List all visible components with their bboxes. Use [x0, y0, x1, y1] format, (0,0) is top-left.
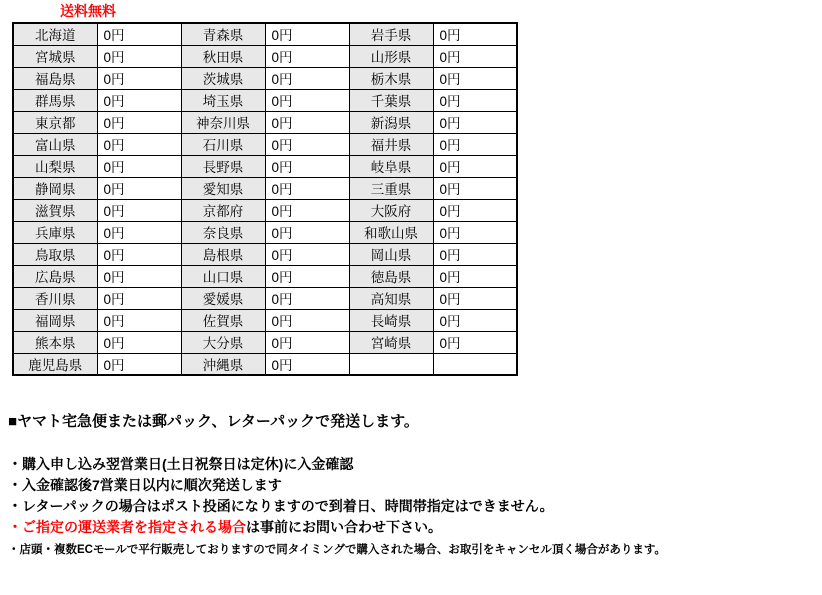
prefecture-cell: 鳥取県 [13, 243, 97, 265]
fee-cell: 0円 [265, 177, 349, 199]
prefecture-cell: 和歌山県 [349, 221, 433, 243]
prefecture-cell: 京都府 [181, 199, 265, 221]
shipping-method-note: ■ヤマト宅急便または郵パック、レターパックで発送します。 [8, 413, 419, 430]
prefecture-cell: 岐阜県 [349, 155, 433, 177]
empty-cell [349, 353, 433, 375]
fee-cell: 0円 [97, 45, 181, 67]
prefecture-cell: 広島県 [13, 265, 97, 287]
prefecture-cell: 沖縄県 [181, 353, 265, 375]
fee-cell: 0円 [97, 111, 181, 133]
prefecture-cell: 香川県 [13, 287, 97, 309]
prefecture-cell: 佐賀県 [181, 309, 265, 331]
fee-cell: 0円 [433, 331, 517, 353]
table-row [13, 133, 517, 155]
prefecture-cell: 埼玉県 [181, 89, 265, 111]
table-row [13, 23, 517, 45]
table-row [13, 89, 517, 111]
prefecture-cell: 岡山県 [349, 243, 433, 265]
fee-cell: 0円 [433, 67, 517, 89]
prefecture-cell: 茨城県 [181, 67, 265, 89]
fee-cell: 0円 [433, 23, 517, 45]
fee-cell: 0円 [97, 243, 181, 265]
fee-cell: 0円 [265, 353, 349, 375]
table-row [13, 353, 517, 375]
fee-cell: 0円 [433, 309, 517, 331]
fee-cell: 0円 [433, 199, 517, 221]
note-letterpack-delivery: ・レターパックの場合はポスト投函になりますので到着日、時間帯指定はできません。 [8, 498, 554, 514]
fee-cell: 0円 [433, 133, 517, 155]
prefecture-cell: 山口県 [181, 265, 265, 287]
fee-cell: 0円 [97, 23, 181, 45]
fee-cell: 0円 [265, 67, 349, 89]
fee-cell: 0円 [265, 243, 349, 265]
prefecture-cell: 兵庫県 [13, 221, 97, 243]
fee-cell: 0円 [97, 309, 181, 331]
note-carrier-request [8, 517, 814, 538]
table-row [13, 177, 517, 199]
fee-cell: 0円 [97, 89, 181, 111]
prefecture-cell: 群馬県 [13, 89, 97, 111]
fee-cell: 0円 [433, 45, 517, 67]
prefecture-cell: 高知県 [349, 287, 433, 309]
fee-cell: 0円 [265, 45, 349, 67]
prefecture-cell: 宮城県 [13, 45, 97, 67]
fee-cell: 0円 [265, 287, 349, 309]
table-row [13, 67, 517, 89]
fee-cell: 0円 [97, 67, 181, 89]
fee-cell: 0円 [433, 89, 517, 111]
prefecture-cell: 青森県 [181, 23, 265, 45]
table-row [13, 243, 517, 265]
fee-cell: 0円 [433, 177, 517, 199]
fee-cell: 0円 [97, 287, 181, 309]
prefecture-cell: 富山県 [13, 133, 97, 155]
fee-cell: 0円 [433, 111, 517, 133]
prefecture-cell: 福岡県 [13, 309, 97, 331]
prefecture-cell: 長野県 [181, 155, 265, 177]
fee-cell: 0円 [265, 331, 349, 353]
prefecture-cell: 長崎県 [349, 309, 433, 331]
prefecture-cell: 鹿児島県 [13, 353, 97, 375]
prefecture-cell: 千葉県 [349, 89, 433, 111]
prefecture-cell: 大分県 [181, 331, 265, 353]
prefecture-cell: 滋賀県 [13, 199, 97, 221]
prefecture-cell: 島根県 [181, 243, 265, 265]
prefecture-cell: 静岡県 [13, 177, 97, 199]
prefecture-cell: 宮崎県 [349, 331, 433, 353]
shipping-fee-table [12, 22, 518, 376]
prefecture-cell: 東京都 [13, 111, 97, 133]
fee-cell: 0円 [265, 133, 349, 155]
fee-cell: 0円 [265, 155, 349, 177]
prefecture-cell: 徳島県 [349, 265, 433, 287]
prefecture-cell: 石川県 [181, 133, 265, 155]
fee-cell: 0円 [265, 23, 349, 45]
fee-cell: 0円 [433, 221, 517, 243]
fee-cell: 0円 [265, 199, 349, 221]
note-payment-confirmation: ・購入申し込み翌営業日(土日祝祭日は定休)に入金確認 [8, 456, 354, 472]
fee-cell: 0円 [97, 199, 181, 221]
table-row [13, 199, 517, 221]
free-shipping-heading: 送料無料 [60, 3, 116, 19]
fee-cell: 0円 [265, 89, 349, 111]
table-row [13, 155, 517, 177]
fee-cell: 0円 [97, 133, 181, 155]
fee-cell: 0円 [433, 155, 517, 177]
prefecture-cell: 熊本県 [13, 331, 97, 353]
fee-cell: 0円 [265, 265, 349, 287]
note-carrier-request-red: ・ご指定の運送業者を指定される場合 [8, 519, 246, 535]
table-row [13, 287, 517, 309]
fee-cell: 0円 [97, 331, 181, 353]
prefecture-cell: 新潟県 [349, 111, 433, 133]
fee-cell: 0円 [433, 265, 517, 287]
fee-cell: 0円 [97, 353, 181, 375]
fee-cell: 0円 [433, 243, 517, 265]
table-row [13, 111, 517, 133]
note-parallel-sales: ・店頭・複数ECモールで平行販売しておりますので同タイミングで購入された場合、お取引をキャンセル頂く場合があります。 [8, 544, 666, 556]
empty-cell [433, 353, 517, 375]
prefecture-cell: 山梨県 [13, 155, 97, 177]
table-row [13, 331, 517, 353]
prefecture-cell: 山形県 [349, 45, 433, 67]
prefecture-cell: 福島県 [13, 67, 97, 89]
prefecture-cell: 岩手県 [349, 23, 433, 45]
prefecture-cell: 奈良県 [181, 221, 265, 243]
fee-cell: 0円 [97, 221, 181, 243]
table-row [13, 221, 517, 243]
fee-cell: 0円 [265, 221, 349, 243]
fee-cell: 0円 [265, 111, 349, 133]
table-row [13, 265, 517, 287]
prefecture-cell: 神奈川県 [181, 111, 265, 133]
fee-cell: 0円 [265, 309, 349, 331]
prefecture-cell: 福井県 [349, 133, 433, 155]
table-row [13, 309, 517, 331]
prefecture-cell: 秋田県 [181, 45, 265, 67]
table-row [13, 45, 517, 67]
prefecture-cell: 大阪府 [349, 199, 433, 221]
note-carrier-request-black: は事前にお問い合わせ下さい。 [246, 519, 442, 535]
prefecture-cell: 北海道 [13, 23, 97, 45]
shipping-notes [8, 412, 814, 559]
fee-cell: 0円 [97, 177, 181, 199]
prefecture-cell: 愛媛県 [181, 287, 265, 309]
fee-cell: 0円 [97, 265, 181, 287]
fee-cell: 0円 [433, 287, 517, 309]
shipping-fee-table-body [13, 23, 517, 375]
prefecture-cell: 三重県 [349, 177, 433, 199]
prefecture-cell: 栃木県 [349, 67, 433, 89]
fee-cell: 0円 [97, 155, 181, 177]
note-dispatch-schedule: ・入金確認後7営業日以内に順次発送します [8, 477, 282, 493]
prefecture-cell: 愛知県 [181, 177, 265, 199]
